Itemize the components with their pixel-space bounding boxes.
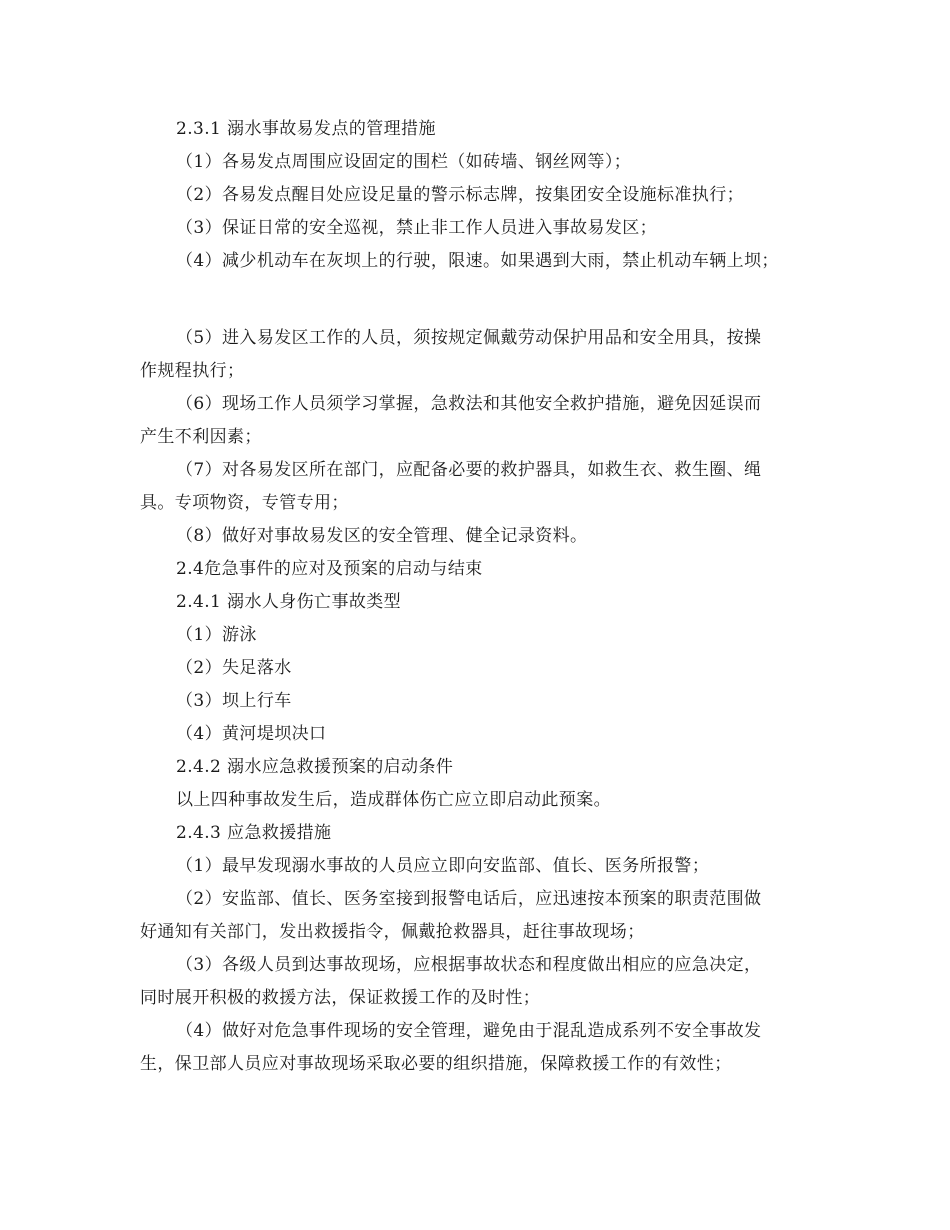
- section-heading-2-4: 2.4危急事件的应对及预案的启动与结束: [176, 559, 483, 579]
- list-item: （1）游泳: [176, 625, 257, 645]
- paragraph-line: 同时展开积极的救援方法，保证救援工作的及时性；: [140, 988, 541, 1008]
- paragraph-line: （4）减少机动车在灰坝上的行驶，限速。如果遇到大雨，禁止机动车辆上坝；: [176, 251, 779, 271]
- section-heading-2-4-1: 2.4.1 溺水人身伤亡事故类型: [176, 592, 402, 612]
- list-item: （2）失足落水: [176, 658, 292, 678]
- paragraph-line: 生，保卫部人员应对事故现场采取必要的组织措施，保障救援工作的有效性；: [140, 1054, 732, 1074]
- paragraph-line: （7）对各易发区所在部门，应配备必要的救护器具，如救生衣、救生圈、绳: [176, 460, 762, 480]
- section-heading-2-3-1: 2.3.1 溺水事故易发点的管理措施: [176, 119, 436, 139]
- paragraph-line: （2）各易发点醒目处应设足量的警示标志牌，按集团安全设施标准执行；: [176, 185, 745, 205]
- paragraph-line: （3）保证日常的安全巡视，禁止非工作人员进入事故易发区；: [176, 218, 658, 238]
- paragraph-line: （1）最早发现溺水事故的人员应立即向安监部、值长、医务所报警；: [176, 856, 710, 876]
- section-heading-2-4-2: 2.4.2 溺水应急救援预案的启动条件: [176, 757, 454, 777]
- paragraph-line: 以上四种事故发生后，造成群体伤亡应立即启动此预案。: [176, 790, 611, 810]
- document-body: [140, 113, 820, 1081]
- paragraph-gap: [140, 278, 820, 322]
- list-item: （3）坝上行车: [176, 691, 292, 711]
- paragraph-line: 作规程执行；: [140, 361, 245, 381]
- paragraph-line: （2）安监部、值长、医务室接到报警电话后，应迅速按本预案的职责范围做: [176, 889, 762, 909]
- paragraph-line: （5）进入易发区工作的人员，须按规定佩戴劳动保护用品和安全用具，按操: [176, 328, 762, 348]
- list-item: （4）黄河堤坝决口: [176, 724, 327, 744]
- paragraph-line: （4）做好对危急事件现场的安全管理，避免由于混乱造成系列不安全事故发: [176, 1021, 762, 1041]
- paragraph-line: 好通知有关部门，发出救援指令，佩戴抢救器具，赶往事故现场；: [140, 922, 645, 942]
- section-heading-2-4-3: 2.4.3 应急救援措施: [176, 823, 332, 843]
- paragraph-line: （8）做好对事故易发区的安全管理、健全记录资料。: [176, 526, 588, 546]
- paragraph-line: 具。专项物资，专管专用；: [140, 493, 349, 513]
- paragraph-line: （6）现场工作人员须学习掌握，急救法和其他安全救护措施，避免因延误而: [176, 394, 762, 414]
- paragraph-line: 产生不利因素；: [140, 427, 262, 447]
- paragraph-line: （3）各级人员到达事故现场，应根据事故状态和程度做出相应的应急决定，: [176, 955, 762, 975]
- paragraph-line: （1）各易发点周围应设固定的围栏（如砖墙、钢丝网等）；: [176, 152, 632, 172]
